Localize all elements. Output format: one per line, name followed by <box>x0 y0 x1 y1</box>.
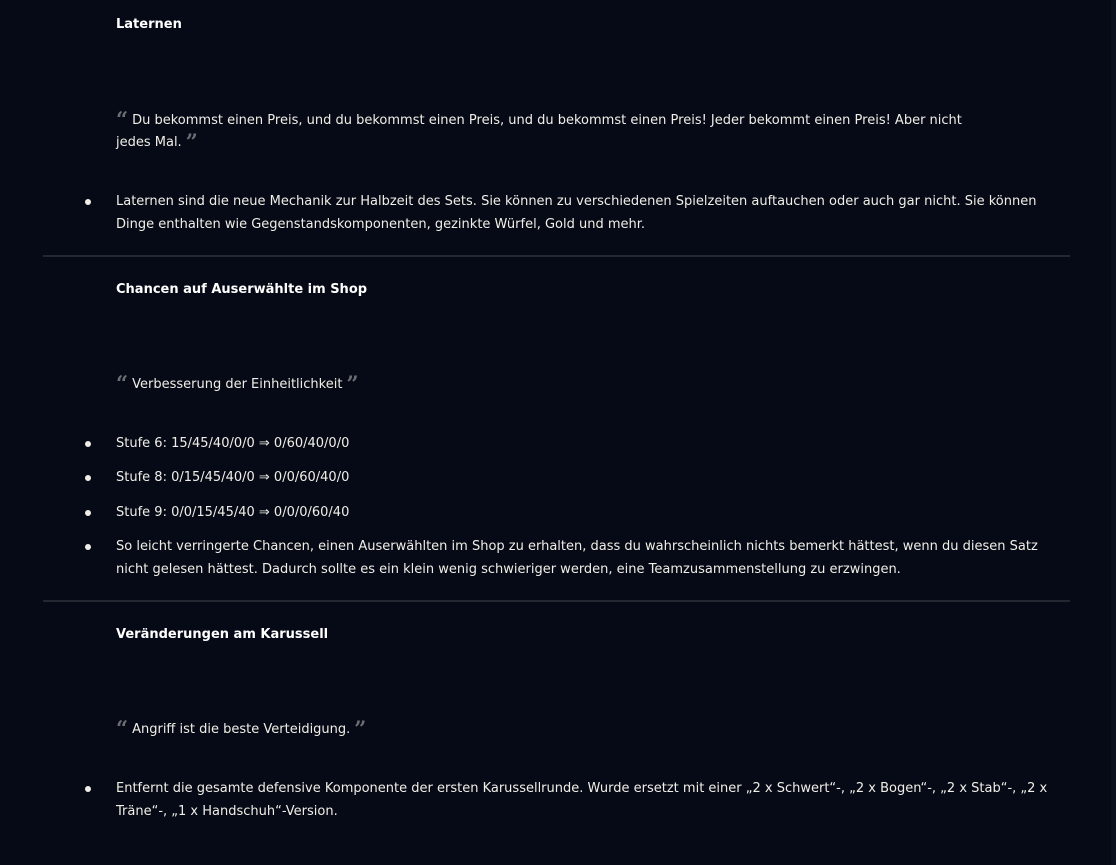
open-quote-icon: “ <box>116 371 129 396</box>
quote-text: Verbesserung der Einheitlichkeit <box>132 377 343 392</box>
quote-karussell <box>116 716 986 741</box>
bullet-icon <box>85 544 91 550</box>
bullet-icon <box>85 510 91 516</box>
open-quote-icon: “ <box>116 716 129 741</box>
scrollbar[interactable] <box>1111 0 1116 865</box>
divider <box>43 255 1070 257</box>
open-quote-icon: “ <box>116 107 129 132</box>
quote-laternen <box>116 107 986 154</box>
close-quote-icon: ” <box>354 716 367 741</box>
section-title-chancen: Chancen auf Auserwählte im Shop <box>116 282 368 297</box>
quote-text: Du bekommst einen Preis, und du bekommst einen Preis, und du bekommst einen Preis! Jeder bekommt einen Preis! Aber nicht jedes Mal. <box>116 113 962 150</box>
section-title-karussell: Veränderungen am Karussell <box>116 627 329 642</box>
list-item: Laternen sind die neue Mechanik zur Halbzeit des Sets. Sie können zu verschiedenen Spielzeiten auftauchen oder auch gar nicht. Sie können Dinge enthalten wie Gegenstandskomponenten, gezinkte Würfel, Gold und mehr. <box>116 194 1037 232</box>
list-item: So leicht verringerte Chancen, einen Auserwählten im Shop zu erhalten, dass du wahrscheinlich nichts bemerkt hättest, wenn du diesen Satz nicht gelesen hättest. Dadurch sollte es ein klein wenig schwieriger werden, eine Teamzusammenstellung zu erzwingen. <box>116 539 1038 577</box>
close-quote-icon: ” <box>185 129 198 154</box>
list-item: Stufe 8: 0/15/45/40/0 ⇒ 0/0/60/40/0 <box>116 470 350 485</box>
section-title-laternen: Laternen <box>116 17 182 32</box>
list-item: Stufe 6: 15/45/40/0/0 ⇒ 0/60/40/0/0 <box>116 436 350 451</box>
close-quote-icon: ” <box>346 371 359 396</box>
bullet-icon <box>85 786 91 792</box>
divider <box>43 600 1070 602</box>
bullet-icon <box>85 475 91 481</box>
quote-chancen <box>116 371 986 396</box>
bullet-icon <box>85 441 91 447</box>
list-item: Entfernt die gesamte defensive Komponente der ersten Karussellrunde. Wurde ersetzt mit einer „2 x Schwert“-, „2 x Bogen“-, „2 x Stab“-, „2 x Träne“-, „1 x Handschuh“-Version. <box>116 781 1048 819</box>
quote-text: Angriff ist die beste Verteidigung. <box>132 722 351 737</box>
list-item: Stufe 9: 0/0/15/45/40 ⇒ 0/0/0/60/40 <box>116 505 350 520</box>
bullet-icon <box>85 199 91 205</box>
